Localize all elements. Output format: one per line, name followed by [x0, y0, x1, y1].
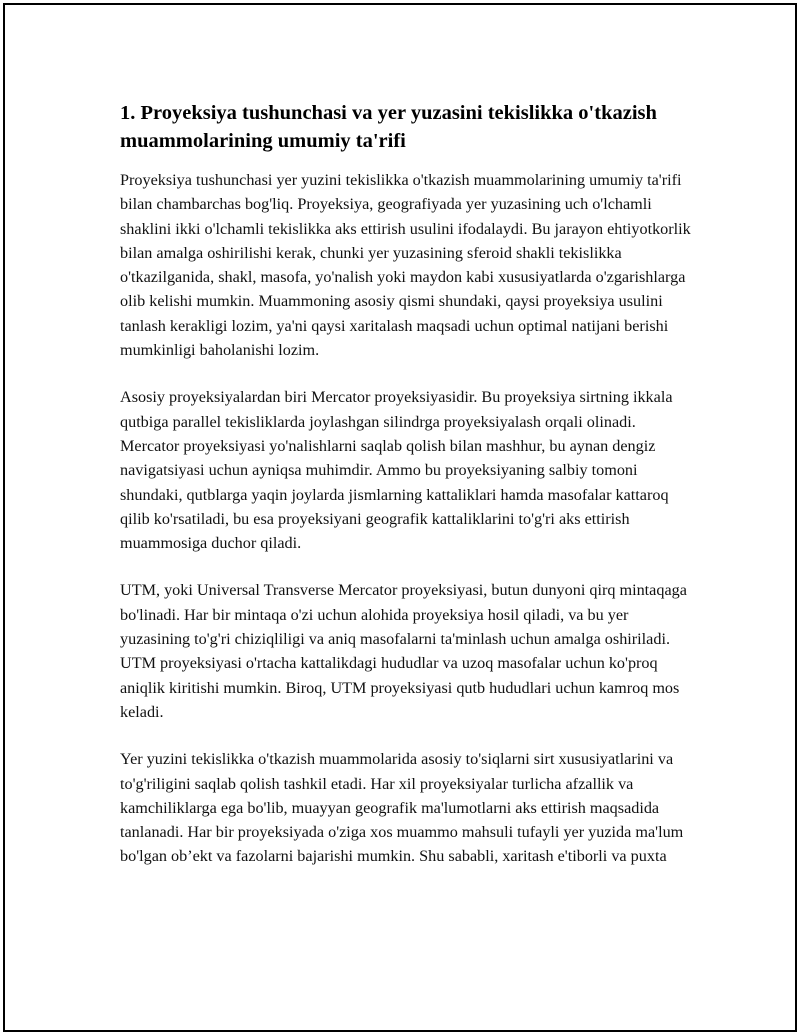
paragraph-mercator: Asosiy proyeksiyalardan biri Mercator proyeksiyasidir. Bu proyeksiya sirtning ikkala qutbiga parallel tekisliklarda joylashgan silindrga proyeksiyalash orqali olinadi. Mercator proyeksiyasi yo'nalishlarni saqlab qolish bilan mashhur, bu aynan dengiz navigatsiyasi uchun ayniqsa muhimdir. Ammo bu proyeksiyaning salbiy tomoni shundaki, qutblarga yaqin joylarda jismlarning kattaliklari hamda masofalar kattaroq qilib ko'rsatiladi, bu esa proyeksiyani geografik kattaliklarini to'g'ri aks ettirish muammosiga duchor qiladi.: [120, 388, 673, 553]
section-heading: 1. Proyeksiya tushunchasi va yer yuzasini tekislikka o'tkazish muammolarining umumiy ta'rifi: [120, 102, 657, 152]
paragraph-utm: UTM, yoki Universal Transverse Mercator proyeksiyasi, butun dunyoni qirq mintaqaga bo'linadi. Har bir mintaqa o'zi uchun alohida proyeksiya hosil qiladi, va bu yer yuzasining to'g'ri chiziqliligi va aniq masofalarni ta'minlash uchun amalga oshiriladi. UTM proyeksiyasi o'rtacha kattalikdagi hududlar va uzoq masofalar uchun ko'proq aniqlik kiritishi mumkin. Biroq, UTM proyeksiyasi qutb hududlari uchun kamroq mos keladi.: [120, 581, 687, 721]
paragraph-challenges: Yer yuzini tekislikka o'tkazish muammolarida asosiy to'siqlarni sirt xususiyatlarini va to'g'riligini saqlab qolish tashkil etadi. Har xil proyeksiyalar turlicha afzallik va kamchiliklarga ega bo'lib, muayyan geografik ma'lumotlarni aks ettirish maqsadida tanlanadi. Har bir proyeksiyada o'ziga xos muammo mahsuli tufayli yer yuzida ma'lum bo'lgan ob’ekt va fazolarni bajarishi mumkin. Shu sababli, xaritash e'tiborli va puxta: [120, 750, 684, 866]
paragraph-projection-definition: Proyeksiya tushunchasi yer yuzini tekislikka o'tkazish muammolarining umumiy ta'rifi bilan chambarchas bog'liq. Proyeksiya, geografiyada yer yuzasining uch o'lchamli shaklini ikki o'lchamli tekislikka aks ettirish usulini ifodalaydi. Bu jarayon ehtiyotkorlik bilan amalga oshirilishi kerak, chunki yer yuzasining sferoid shakli tekislikka o'tkazilganida, shakl, masofa, yo'nalish yoki maydon kabi xususiyatlarda o'zgarishlarga olib kelishi mumkin. Muammoning asosiy qismi shundaki, qaysi proyeksiya usulini tanlash kerakligi lozim, ya'ni qaysi xaritalash maqsadi uchun optimal natijani berishi mumkinligi baholanishi lozim.: [120, 171, 691, 360]
document-page: [3, 3, 797, 1032]
document-body: [120, 99, 695, 892]
